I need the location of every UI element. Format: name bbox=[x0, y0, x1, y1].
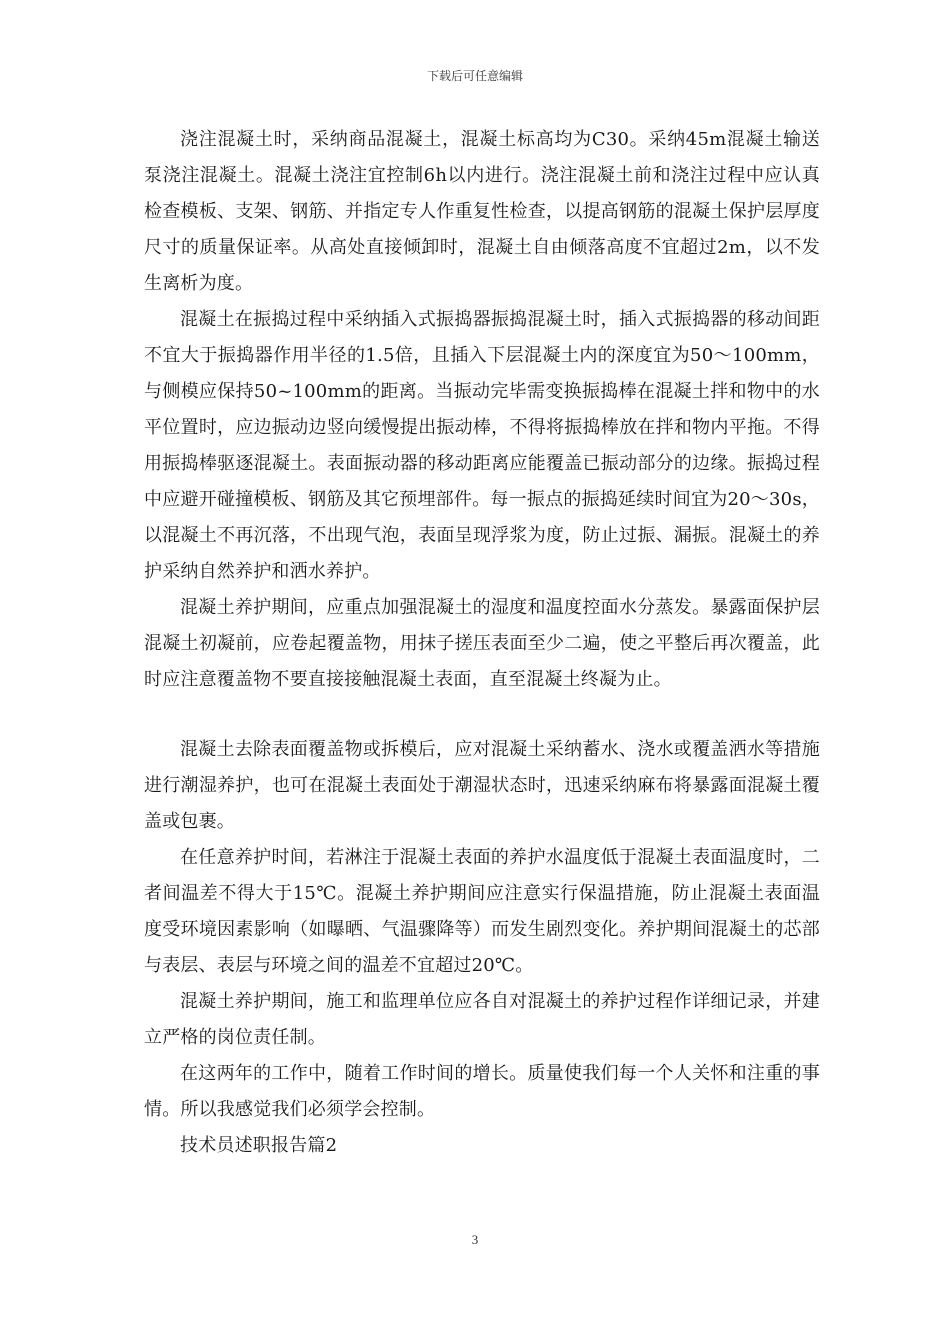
document-body bbox=[144, 122, 820, 1164]
paragraph-curing-humidity: 混凝土养护期间，应重点加强混凝土的湿度和温度控面水分蒸发。暴露面保护层混凝土初凝前，应卷起覆盖物，用抹子搓压表面至少二遍，使之平整后再次覆盖，此时应注意覆盖物不要直接接触混凝土表面，直至混凝土终凝为止。 bbox=[144, 597, 820, 690]
page-number: 3 bbox=[471, 1232, 479, 1247]
paragraph-records: 混凝土养护期间，施工和监理单位应各自对混凝土的养护过程作详细记录，并建立严格的岗位责任制。 bbox=[144, 991, 820, 1048]
paragraph-temperature: 在任意养护时间，若淋注于混凝土表面的养护水温度低于混凝土表面温度时，二者间温差不得大于15℃。混凝土养护期间应注意实行保温措施，防止混凝土表面温度受环境因素影响（如曝晒、气温骤降等）而发生剧烈变化。养护期间混凝土的芯部与表层、表层与环境之间的温差不宜超过20℃。 bbox=[144, 847, 820, 976]
paragraph-vibrating: 混凝土在振捣过程中采纳插入式振捣器振捣混凝土时，插入式振捣器的移动间距不宜大于振捣器作用半径的1.5倍，且插入下层混凝土内的深度宜为50～100mm，与侧模应保持50~100mm的距离。当振动完毕需变换振捣棒在混凝土拌和物中的水平位置时，应边振动边竖向缓慢提出振动棒，不得将振捣棒放在拌和物内平拖。不得用振捣棒驱逐混凝土。表面振动器的移动距离应能覆盖已振动部分的边缘。振捣过程中应避开碰撞模板、钢筋及其它预埋部件。每一振点的振捣延续时间宜为20～30s，以混凝土不再沉落，不出现气泡，表面呈现浮浆为度，防止过振、漏振。混凝土的养护采纳自然养护和洒水养护。 bbox=[144, 309, 820, 582]
section-heading: 技术员述职报告篇2 bbox=[180, 1135, 338, 1156]
paragraph-summary: 在这两年的工作中，随着工作时间的增长。质量使我们每一个人关怀和注重的事情。所以我感觉我们必须学会控制。 bbox=[144, 1063, 820, 1120]
paragraph-moist-curing: 混凝土去除表面覆盖物或拆模后，应对混凝土采纳蓄水、浇水或覆盖洒水等措施进行潮湿养护，也可在混凝土表面处于潮湿状态时，迅速采纳麻布将暴露面混凝土覆盖或包裹。 bbox=[144, 739, 820, 832]
page-header: 下载后可任意编辑 bbox=[426, 69, 523, 83]
paragraph-pouring: 浇注混凝土时，采纳商品混凝土，混凝土标高均为C30。采纳45m混凝土输送泵浇注混凝土。混凝土浇注宜控制6h以内进行。浇注混凝土前和浇注过程中应认真检查模板、支架、钢筋、并指定专人作重复性检查，以提高钢筋的混凝土保护层厚度尺寸的质量保证率。从高处直接倾卸时，混凝土自由倾落高度不宜超过2m，以不发生离析为度。 bbox=[144, 129, 820, 294]
